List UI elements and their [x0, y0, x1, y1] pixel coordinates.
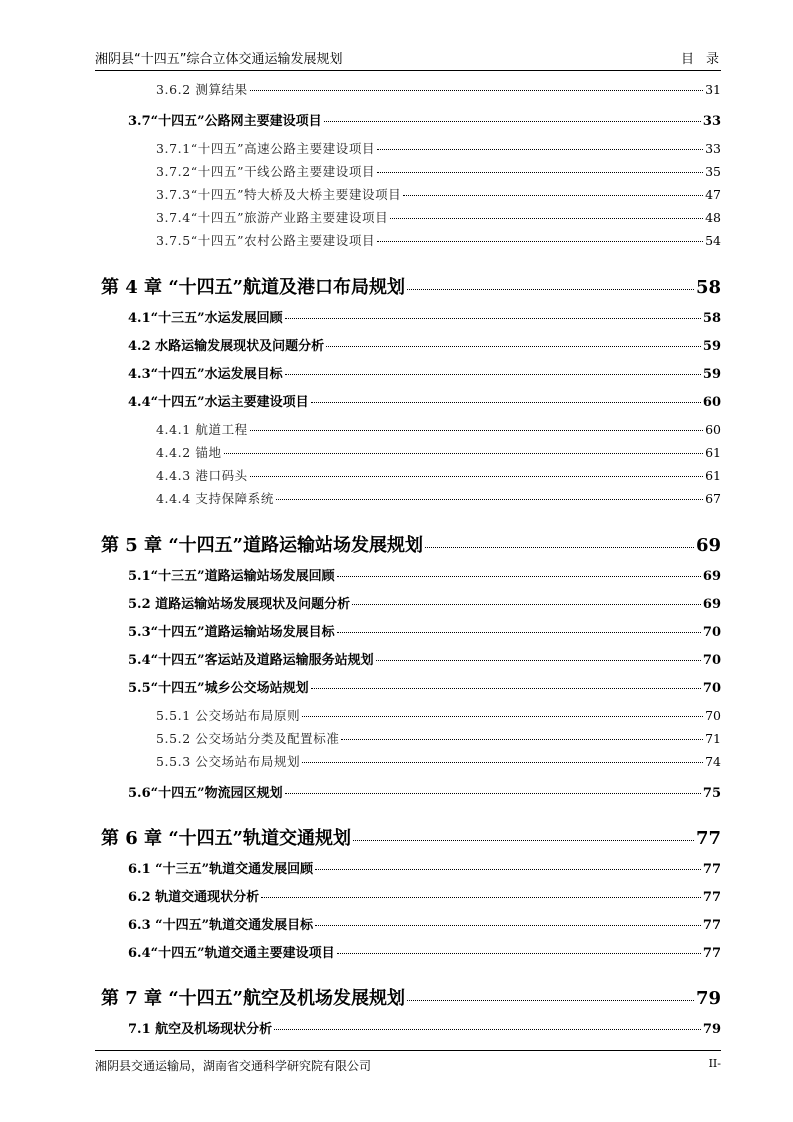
toc-entry[interactable] [95, 80, 721, 98]
toc-entry-label: 5.4“十四五”客运站及道路运输服务站规划 [128, 653, 374, 668]
toc-entry-page: 79 [695, 988, 721, 1009]
toc-entry-label: 5.3“十四五”道路运输站场发展目标 [128, 625, 335, 640]
toc-entry[interactable] [95, 706, 721, 724]
toc-entry-page: 60 [702, 395, 721, 410]
page-number: II- [708, 1057, 721, 1070]
toc-entry[interactable] [95, 886, 721, 905]
header-rule [95, 70, 721, 71]
toc-entry-page: 58 [702, 311, 721, 326]
dot-leader [285, 374, 701, 375]
toc-entry[interactable] [95, 443, 721, 461]
document-title: 湘阴县“十四五”综合立体交通运输发展规划 [95, 52, 343, 67]
toc-entry[interactable] [95, 621, 721, 640]
toc-entry-page: 77 [702, 918, 721, 933]
toc-entry-page: 60 [705, 422, 721, 437]
toc-entry-label: 5.5.2 公交场站分类及配置标准 [156, 731, 340, 746]
toc-entry-page: 54 [705, 233, 721, 248]
toc-entry-page: 77 [702, 890, 721, 905]
dot-leader [250, 90, 703, 91]
toc-entry-label: 4.4.4 支持保障系统 [156, 491, 274, 506]
dot-leader [353, 840, 694, 841]
dot-leader [377, 241, 703, 242]
dot-leader [285, 318, 701, 319]
toc-entry-page: 33 [702, 114, 721, 129]
toc-entry[interactable] [95, 649, 721, 668]
toc-entry-page: 61 [705, 468, 721, 483]
footer-rule [95, 1050, 721, 1051]
toc-entry-page: 35 [705, 164, 721, 179]
toc-entry-page: 71 [705, 731, 721, 746]
toc-entry-label: 第 6 章 “十四五”轨道交通规划 [101, 828, 352, 849]
dot-leader [302, 716, 703, 717]
toc-entry-label: 3.6.2 测算结果 [156, 82, 248, 97]
toc-entry-label: 4.2 水路运输发展现状及问题分析 [128, 339, 325, 354]
toc-entry-label: 7.1 航空及机场现状分析 [128, 1022, 273, 1037]
dot-leader [302, 762, 703, 763]
toc-entry[interactable] [95, 729, 721, 747]
toc-entry-page: 58 [695, 277, 721, 298]
dot-leader [352, 604, 701, 605]
page-footer [95, 1057, 721, 1073]
toc-entry-page: 59 [702, 339, 721, 354]
toc-entry[interactable] [95, 139, 721, 157]
toc-entry-label: 3.7.2“十四五”干线公路主要建设项目 [156, 164, 376, 179]
toc-entry-label: 4.4“十四五”水运主要建设项目 [128, 395, 309, 410]
toc-entry[interactable] [95, 824, 721, 850]
toc-entry[interactable] [95, 565, 721, 584]
dot-leader [324, 121, 701, 122]
toc-entry-page: 48 [705, 210, 721, 225]
toc-entry[interactable] [95, 1018, 721, 1037]
toc-entry[interactable] [95, 914, 721, 933]
toc-entry-page: 70 [705, 708, 721, 723]
dot-leader [326, 346, 701, 347]
toc-entry-label: 3.7.3“十四五”特大桥及大桥主要建设项目 [156, 187, 402, 202]
toc-entry-label: 5.5.1 公交场站布局原则 [156, 708, 301, 723]
dot-leader [337, 632, 701, 633]
toc-entry-page: 77 [702, 946, 721, 961]
dot-leader [311, 688, 701, 689]
toc-entry-label: 6.4“十四五”轨道交通主要建设项目 [128, 946, 335, 961]
dot-leader [250, 430, 703, 431]
toc-entry[interactable] [95, 110, 721, 129]
toc-entry-label: 4.4.3 港口码头 [156, 468, 248, 483]
dot-leader [341, 739, 703, 740]
toc-entry[interactable] [95, 391, 721, 410]
toc-entry-page: 33 [705, 141, 721, 156]
toc-entry-page: 59 [702, 367, 721, 382]
dot-leader [403, 195, 703, 196]
toc-entry-page: 70 [702, 681, 721, 696]
toc-entry[interactable] [95, 466, 721, 484]
toc-entry[interactable] [95, 273, 721, 299]
toc-entry-page: 31 [705, 82, 721, 97]
dot-leader [261, 897, 701, 898]
toc-entry-label: 3.7“十四五”公路网主要建设项目 [128, 114, 322, 129]
toc-entry[interactable] [95, 858, 721, 877]
toc-entry[interactable] [95, 942, 721, 961]
toc-entry-label: 6.3 “十四五”轨道交通发展目标 [128, 918, 314, 933]
toc-entry[interactable] [95, 335, 721, 354]
dot-leader [425, 547, 694, 548]
toc-entry-page: 79 [702, 1022, 721, 1037]
toc-entry-page: 70 [702, 653, 721, 668]
dot-leader [250, 476, 703, 477]
toc-entry[interactable] [95, 782, 721, 801]
toc-entry-page: 61 [705, 445, 721, 460]
toc-entry-label: 第 5 章 “十四五”道路运输站场发展规划 [101, 535, 424, 556]
dot-leader [407, 1000, 694, 1001]
toc-entry-page: 77 [695, 828, 721, 849]
toc-entry[interactable] [95, 231, 721, 249]
toc-entry-page: 67 [705, 491, 721, 506]
toc-entry-page: 69 [702, 569, 721, 584]
toc-entry[interactable] [95, 531, 721, 557]
toc-entry-label: 3.7.1“十四五”高速公路主要建设项目 [156, 141, 376, 156]
dot-leader [337, 953, 701, 954]
toc-entry-page: 69 [702, 597, 721, 612]
toc-entry-label: 第 4 章 “十四五”航道及港口布局规划 [101, 277, 406, 298]
footer-organization: 湘阴县交通运输局，湖南省交通科学研究院有限公司 [95, 1059, 372, 1073]
toc-entry-label: 5.1“十三五”道路运输站场发展回顾 [128, 569, 335, 584]
toc-entry-page: 75 [702, 786, 721, 801]
toc-entry-page: 77 [702, 862, 721, 877]
toc-entry-page: 74 [705, 754, 721, 769]
dot-leader [376, 660, 701, 661]
toc-entry-label: 3.7.4“十四五”旅游产业路主要建设项目 [156, 210, 389, 225]
toc-entry-page: 69 [695, 535, 721, 556]
toc-entry-label: 5.5“十四五”城乡公交场站规划 [128, 681, 309, 696]
dot-leader [276, 499, 703, 500]
toc-entry[interactable] [95, 593, 721, 612]
toc-entry[interactable] [95, 162, 721, 180]
dot-leader [315, 925, 701, 926]
dot-leader [285, 793, 701, 794]
toc-entry-label: 6.2 轨道交通现状分析 [128, 890, 260, 905]
dot-leader [315, 869, 701, 870]
dot-leader [407, 289, 694, 290]
toc-entry-label: 5.2 道路运输站场发展现状及问题分析 [128, 597, 351, 612]
toc-entry[interactable] [95, 489, 721, 507]
dot-leader [377, 149, 703, 150]
toc-entry[interactable] [95, 752, 721, 770]
toc-entry[interactable] [95, 363, 721, 382]
dot-leader [311, 402, 701, 403]
section-title: 目录 [680, 52, 731, 67]
toc-entry-page: 70 [702, 625, 721, 640]
toc-entry[interactable] [95, 677, 721, 696]
toc-entry-label: 4.1“十三五”水运发展回顾 [128, 311, 283, 326]
dot-leader [337, 576, 701, 577]
dot-leader [224, 453, 704, 454]
toc-entry-label: 4.3“十四五”水运发展目标 [128, 367, 283, 382]
toc-entry-page: 47 [705, 187, 721, 202]
toc-entry-label: 6.1 “十三五”轨道交通发展回顾 [128, 862, 314, 877]
toc-entry-label: 4.4.1 航道工程 [156, 422, 248, 437]
toc-entry-label: 3.7.5“十四五”农村公路主要建设项目 [156, 233, 376, 248]
toc-entry[interactable] [95, 185, 721, 203]
page-header [95, 48, 731, 67]
toc-entry-label: 5.6“十四五”物流园区规划 [128, 786, 283, 801]
toc-entry[interactable] [95, 420, 721, 438]
dot-leader [377, 172, 703, 173]
dot-leader [390, 218, 703, 219]
toc-entry-label: 第 7 章 “十四五”航空及机场发展规划 [101, 988, 406, 1009]
toc-entry[interactable] [95, 208, 721, 226]
dot-leader [274, 1029, 701, 1030]
toc-entry[interactable] [95, 307, 721, 326]
toc-entry-label: 5.5.3 公交场站布局规划 [156, 754, 301, 769]
toc-entry-label: 4.4.2 锚地 [156, 445, 222, 460]
toc-entry[interactable] [95, 984, 721, 1010]
